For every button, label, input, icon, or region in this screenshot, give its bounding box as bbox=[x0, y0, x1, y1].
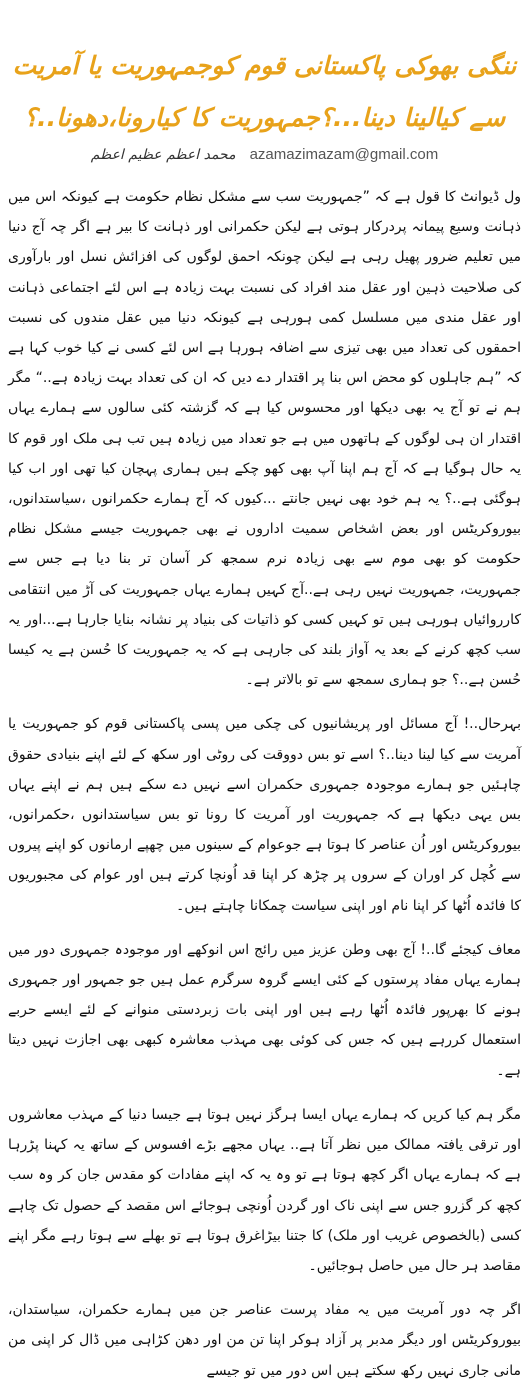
author-name: محمد اعظم عظیم اعظم bbox=[90, 147, 236, 163]
article-paragraph: معاف کیجئے گا..! آج بھی وطن عزیز میں رائج اس انوکھے اور موجودہ جمہوری دور میں ہمارے یہاں مفاد پرستوں کے کئی ایسے گروہ سرگرم عمل ہیں جو جمہور اور جمہوری ہونے کا بھرپور فائدہ اُٹھا رہے ہیں اور اپنی بات زبردستی منوانے کے لئے ایسے حربے استعمال کررہے ہیں کہ جس کی کوئی بھی مہذب معاشرہ کبھی بھی اجازت نہیں دیتا ہے۔ bbox=[8, 941, 521, 1079]
article-paragraph: مگر ہم کیا کریں کہ ہمارے یہاں ایسا ہرگز نہیں ہوتا ہے جیسا دنیا کے مہذب معاشروں اور ترقی یافتہ ممالک میں نظر آتا ہے.. یہاں مجھے بڑے افسوس کے ساتھ یہ کہنا پڑرہا ہے کہ ہمارے یہاں اگر کچھ ہوتا ہے تو وہ یہ کہ اپنے مفادات کو مقدس جان کر وہ سب کچھ کر گزرو جس سے اپنی ناک اور گردن اُونچی ہوجائے اس مقصد کے حصول تک چاہے کسی (بالخصوص غریب اور ملک) کا جتنا بیڑاغرق ہوتا ہے تو بھلے سے ہوتا رہے مگر اپنے مقاصد ہر حال میں حاصل ہوجائیں۔ bbox=[8, 1106, 521, 1274]
author-email: azamazimazam@gmail.com bbox=[249, 146, 439, 163]
article-paragraph: ول ڈیوانٹ کا قول ہے کہ ”جمہوریت سب سے مشکل نظام حکومت ہے کیونکہ اس میں ذہانت وسیع پیمانہ پردرکار ہوتی ہے لیکن حکمرانی اور ذہانت کا بیر ہے اگر چہ آج دنیا میں تعلیم ضرور پھیل رہی ہے لیکن چونکہ احمق لوگوں کی افزائش نسل اور بارآوری کی صلاحیت ذہین اور عقل مند افراد کی نسبت بہت زیادہ ہے اس لئے اجتماعی ذہانت اور عقل مندی میں مسلسل کمی ہورہی ہے کیونکہ دنیا میں عقل مندوں کی نسبت احمقوں کی تعداد میں بھی تیزی سے اضافہ ہورہا ہے اس لئے کسی نے کیا خوب کہا ہے کہ ”ہم جاہلوں کو محض اس بنا پر اقتدار دے دیں کہ ان کی تعداد بہت زیادہ ہے..“ مگر ہم نے تو آج یہ بھی دیکھا اور محسوس کیا ہے کہ گزشتہ کئی سالوں سے ہمارے یہاں اقتدار ان ہی لوگوں کے ہاتھوں میں ہے جو تعداد میں زیادہ ہیں تب ہی ملک اور قوم کا یہ حال ہوگیا ہے کہ آج ہم اپنا آپ بھی کھو چکے ہیں ہماری پہچان کیا تھی اور اب کیا ہوگئی ہے..؟ یہ ہم خود بھی نہیں جانتے ...کیوں کہ آج ہمارے حکمرانوں ،سیاستدانوں، بیوروکریٹس اور بعض اشخاص سمیت اداروں نے بھی جمہوریت جیسے مشکل نظام حکومت کو بھی موم سے بھی زیادہ نرم سمجھ کر آسان تر بنا دیا ہے جس سے جمہوریت، جمہوریت نہیں رہی ہے..آج کہیں ہمارے یہاں جمہوریت کی آڑ میں انتقامی کارروائیاں ہورہی ہیں تو کہیں کسی کو ذاتیات کی بنیاد پر نشانہ بنایا جارہا ہے...اور یہ سب کچھ کرنے کے بعد یہ آواز بلند کی جارہی ہے کہ یہ جمہوریت کا حُسن ہے یہ کیسا حُسن ہے..؟ جو ہماری سمجھ سے تو بالاتر ہے۔ bbox=[8, 189, 521, 689]
byline bbox=[8, 146, 521, 168]
article-page bbox=[0, 40, 529, 1379]
article-paragraph: بہرحال..! آج مسائل اور پریشانیوں کی چکی میں پسی پاکستانی قوم کو جمہوریت یا آمریت سے کیا لینا دینا..؟ اسے تو بس دووقت کی روٹی اور سکھ کے لئے اپنے بنیادی حقوق چاہئیں جو ہمارے موجودہ جمہوری حکمران اسے نہیں دے سکے ہیں ہم نے اپنے یہاں بس یہی دیکھا ہے کہ جمہوریت اور آمریت کا رونا تو بس سیاستدانوں ،حکمرانوں، بیوروکریٹس اور اُن عناصر کا ہوتا ہے جوعوام کے سینوں میں چھپے ارمانوں کو اپنے پیروں سے کُچل کر اوران کے سروں پر چڑھ کر اپنا قد اُونچا کرتے ہیں اور عوام کی مجبوریوں کا فائدہ اُٹھا کر اپنا نام اور اپنی سیاست چمکانا چاہتے ہیں۔ bbox=[8, 716, 521, 914]
article-title: ننگی بھوکی پاکستانی قوم کوجمہوریت یا آمریت سے کیالینا دینا...؟جمہوریت کا کیارونا،دھونا..؟ bbox=[12, 51, 517, 132]
article-paragraph: اگر چہ دور آمریت میں یہ مفاد پرست عناصر جن میں ہمارے حکمران، سیاستدان، بیوروکریٹس اور دیگر مدبر پر آزاد ہوکر اپنا تن من اور دھن کڑاہی میں ڈال کر اپنی من مانی جاری نہیں رکھ سکتے ہیں اس دور میں تو جیسے bbox=[8, 1302, 521, 1379]
article-body bbox=[8, 182, 521, 1386]
